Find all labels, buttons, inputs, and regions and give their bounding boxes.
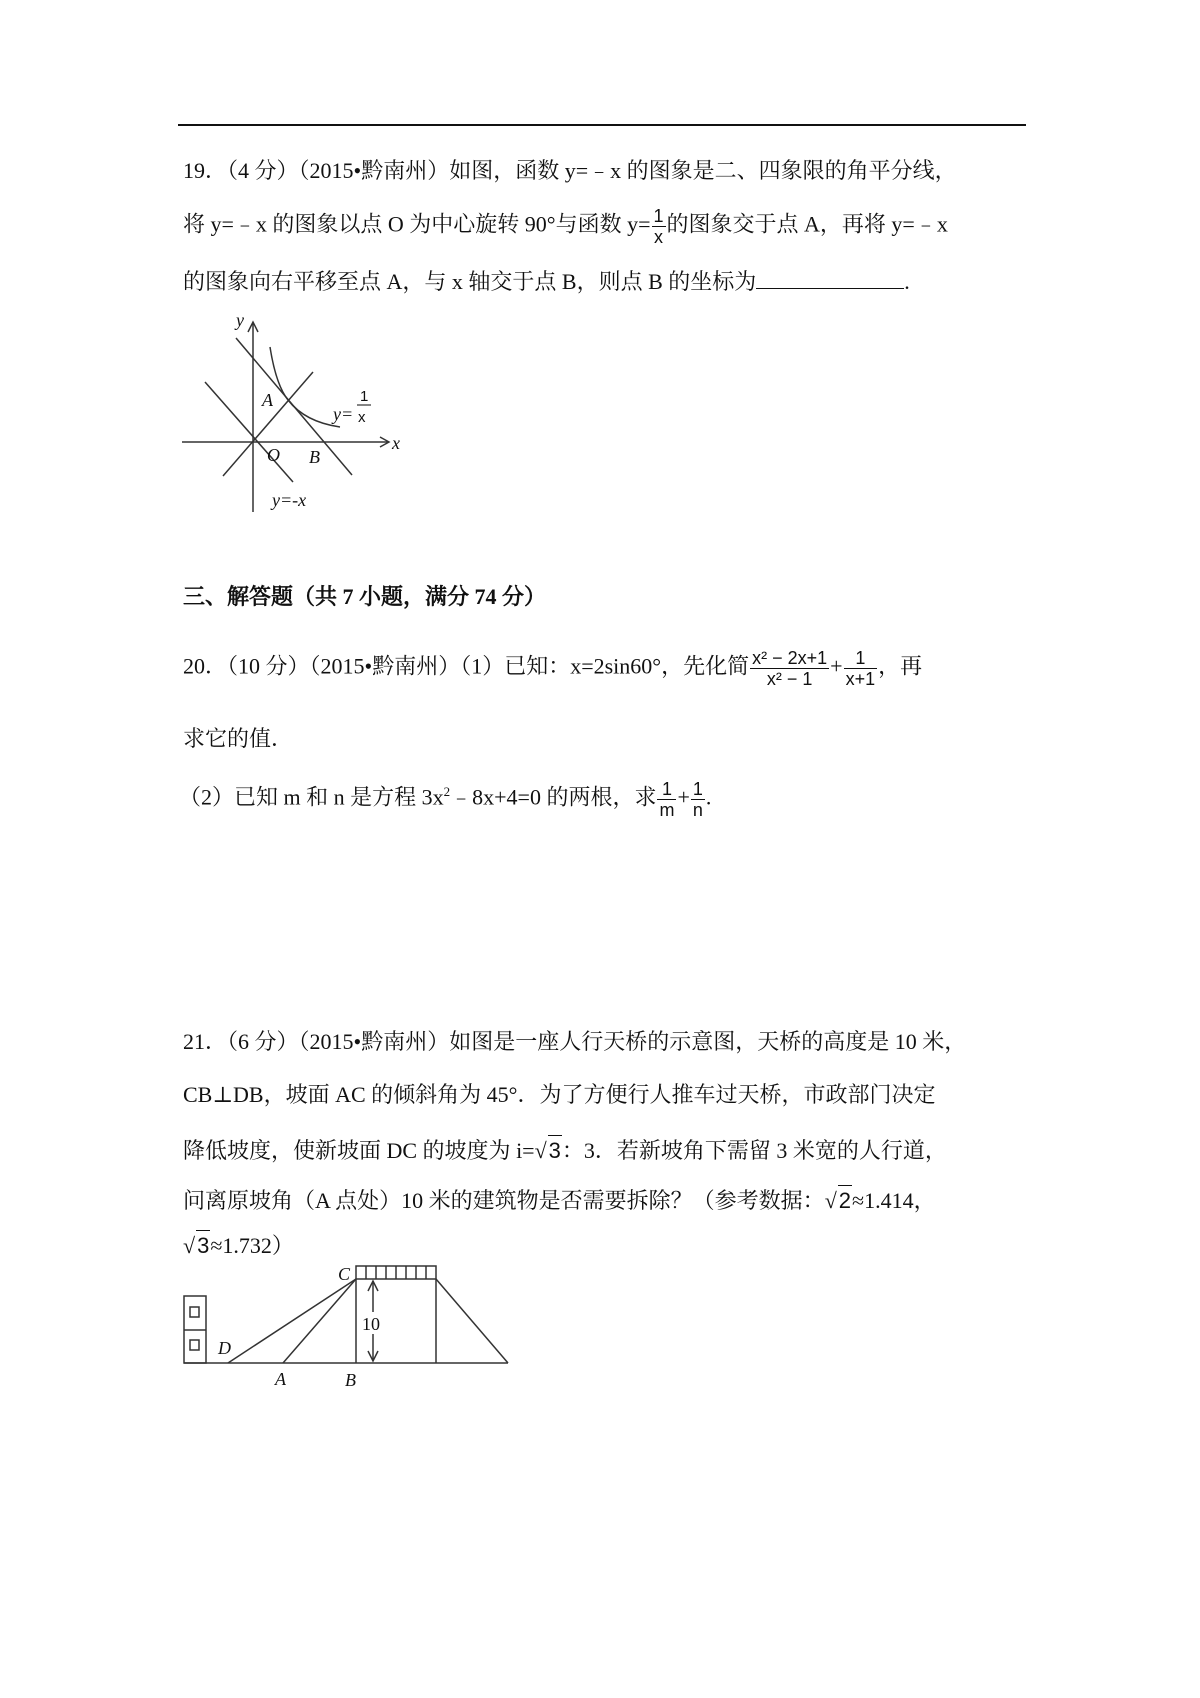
fraction-expression-2 <box>844 648 878 689</box>
point-A-label: A <box>275 1369 286 1389</box>
height-label: 10 <box>362 1314 380 1334</box>
numerator: 1 <box>657 779 676 800</box>
denominator: m <box>659 799 675 820</box>
answer-blank[interactable] <box>756 266 904 289</box>
q21-text: ≈1.732） <box>210 1233 294 1258</box>
q20-text: 20．（10 分）（2015•黔南州）（1）已知：x=2sin60°，先化简 <box>183 653 750 679</box>
point-A-label: A <box>262 390 273 410</box>
numerator: 1 <box>692 778 703 799</box>
right-slope <box>436 1279 508 1363</box>
curve-label-den: x <box>358 409 366 426</box>
plus-sign: + <box>830 653 843 679</box>
q20-line1 <box>183 648 922 689</box>
denominator: x <box>654 227 664 247</box>
numerator: 1 <box>844 648 878 669</box>
q21-text: 问离原坡角（A 点处）10 米的建筑物是否需要拆除？（参考数据： <box>183 1188 825 1213</box>
fraction-1-over-n <box>691 779 705 820</box>
sqrt-radicand: 3 <box>548 1135 562 1166</box>
curve-label-num: 1 <box>360 388 369 405</box>
line-y-eq-neg-x <box>205 382 293 482</box>
q20-text: （2）已知 m 和 n 是方程 3x <box>179 784 444 810</box>
sqrt-radicand: 3 <box>196 1230 210 1261</box>
point-O-label: O <box>267 445 280 465</box>
section-title: 三、解答题（共 7 小题，满分 74 分） <box>183 584 547 609</box>
header-rule <box>178 124 1026 126</box>
slope-AC <box>283 1279 356 1363</box>
point-B-label: B <box>345 1370 356 1390</box>
q19-line2 <box>183 206 948 247</box>
q19-line1: 19．（4 分）（2015•黔南州）如图，函数 y=﹣x 的图象是二、四象限的角平分线， <box>183 158 957 183</box>
fraction-1-over-x <box>652 206 666 247</box>
deck-railing <box>366 1266 426 1279</box>
q21-text: ≈1.414， <box>852 1188 936 1213</box>
sqrt-radicand: 2 <box>838 1185 852 1216</box>
point-D-label: D <box>218 1338 231 1358</box>
numerator: 1 <box>653 206 664 226</box>
building-window <box>190 1307 199 1317</box>
period: . <box>904 269 910 294</box>
q21-text: 降低坡度，使新坡面 DC 的坡度为 i= <box>183 1138 535 1163</box>
x-axis-label: x <box>392 433 400 453</box>
point-B-label: B <box>309 447 320 467</box>
q21-line2: CB⊥DB，坡面 AC 的倾斜角为 45°．为了方便行人推车过天桥，市政部门决定 <box>183 1082 936 1107</box>
line-label: y=-x <box>272 490 307 510</box>
q19-text: 的图象向右平移至点 A，与 x 轴交于点 B，则点 B 的坐标为 <box>183 269 757 294</box>
q20-line3: （2）已知 m 和 n 是方程 $3x^2﹣8x+4=0$ 的两根，求 $\frac{1}{m}$ + $\frac{1}{n}$ . <box>179 778 712 820</box>
fraction-expression-1 <box>750 648 829 689</box>
q20-text: ﹣8x+4=0 的两根，求 <box>450 784 657 810</box>
denominator: n <box>692 799 703 820</box>
q19-text: 的图象交于点 A，再将 y=﹣x <box>666 211 948 237</box>
q20-line2: 求它的值． <box>183 726 294 751</box>
point-C-label: C <box>338 1264 351 1284</box>
slope-DC <box>228 1279 356 1363</box>
denominator: x+1 <box>845 669 876 689</box>
building-window <box>190 1340 199 1350</box>
q19-text: 将 y=﹣x 的图象以点 O 为中心旋转 90°与函数 y= <box>183 211 651 237</box>
q20-text: ，再 <box>878 653 923 679</box>
fraction-1-over-m <box>657 779 676 820</box>
numerator: x² − 2x+1 <box>752 648 828 668</box>
denominator: x² − 1 <box>766 669 813 689</box>
y-axis-label: y <box>236 310 244 330</box>
q21-line4: 问离原坡角（A 点处）10 米的建筑物是否需要拆除？（参考数据：√2≈1.414， <box>183 1185 936 1216</box>
curve-label: y= <box>333 404 354 424</box>
q19-line3 <box>183 266 910 297</box>
period: . <box>705 784 712 810</box>
q21-line1: 21．（6 分）（2015•黔南州）如图是一座人行天桥的示意图，天桥的高度是 10 米， <box>183 1029 967 1054</box>
q21-line5: √3≈1.732） <box>183 1230 294 1261</box>
exponent: 2 <box>443 784 451 799</box>
curve-y-eq-1-over-x <box>270 347 340 427</box>
q21-line3: 降低坡度，使新坡面 DC 的坡度为 i=√3：3．若新坡角下需留 3 米宽的人行道， <box>183 1135 947 1166</box>
q21-text: ：3．若新坡角下需留 3 米宽的人行道， <box>561 1138 947 1163</box>
